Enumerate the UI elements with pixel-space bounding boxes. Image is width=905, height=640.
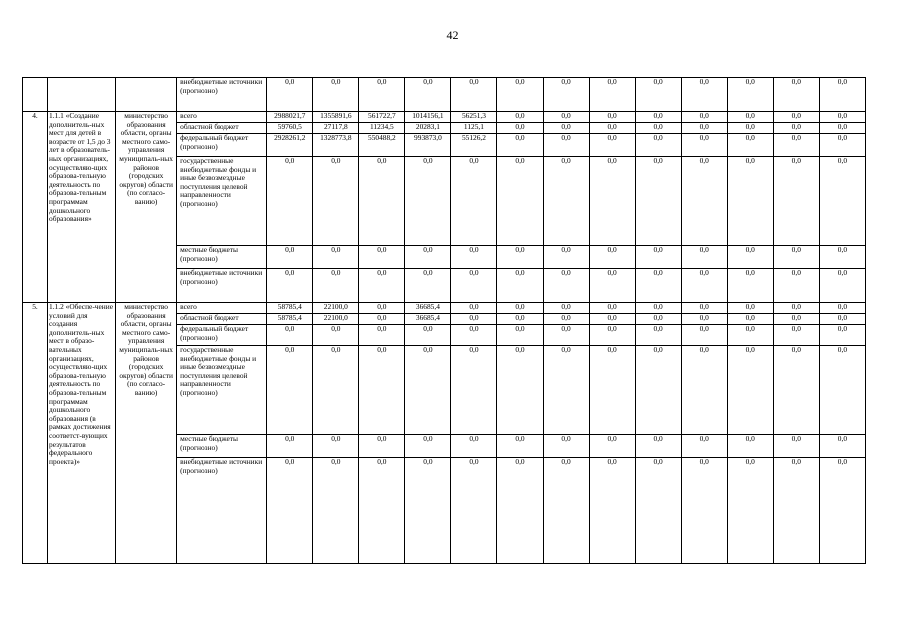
- value-cell: 0,0: [451, 458, 497, 564]
- value-cell: 0,0: [543, 458, 589, 564]
- value-cell: 0,0: [681, 269, 727, 303]
- value-cell: 0,0: [359, 157, 405, 246]
- value-cell: 0,0: [405, 78, 451, 112]
- value-cell: 0,0: [727, 314, 773, 325]
- value-cell: 0,0: [773, 134, 819, 157]
- value-cell: 0,0: [589, 246, 635, 269]
- value-cell: 0,0: [681, 123, 727, 134]
- value-cell: 0,0: [773, 458, 819, 564]
- source-cell: всего: [177, 303, 267, 314]
- value-cell: 0,0: [681, 112, 727, 123]
- value-cell: 0,0: [313, 246, 359, 269]
- value-cell: 27117,8: [313, 123, 359, 134]
- value-cell: 1355891,6: [313, 112, 359, 123]
- measure-name-cell: 1.1.2 «Обеспе-чение условий для создания дополнитель-ных мест в образо-вательных организациях, осуществляю-щих образова-тельную деятельность по образова-тельным программам дошкольного образования (в рамках достижения соответст-вующих результатов федерального проекта)»: [48, 303, 116, 564]
- value-cell: 0,0: [773, 112, 819, 123]
- value-cell: 0,0: [497, 269, 543, 303]
- value-cell: 55126,2: [451, 134, 497, 157]
- value-cell: 0,0: [727, 78, 773, 112]
- source-cell: федеральный бюджет (прогнозно): [177, 325, 267, 346]
- value-cell: 0,0: [681, 303, 727, 314]
- value-cell: 0,0: [589, 269, 635, 303]
- row-number-cell: [23, 78, 48, 112]
- value-cell: 0,0: [727, 269, 773, 303]
- value-cell: 0,0: [405, 458, 451, 564]
- value-cell: 0,0: [635, 435, 681, 458]
- value-cell: 0,0: [359, 458, 405, 564]
- value-cell: 0,0: [451, 325, 497, 346]
- value-cell: 0,0: [589, 458, 635, 564]
- page-number: 42: [446, 28, 459, 42]
- value-cell: 22100,0: [313, 314, 359, 325]
- value-cell: 0,0: [267, 78, 313, 112]
- value-cell: 0,0: [267, 157, 313, 246]
- value-cell: 0,0: [589, 314, 635, 325]
- row-number-cell: 4.: [23, 112, 48, 303]
- value-cell: 0,0: [359, 246, 405, 269]
- value-cell: 0,0: [543, 325, 589, 346]
- value-cell: 0,0: [497, 303, 543, 314]
- value-cell: 0,0: [405, 157, 451, 246]
- value-cell: 0,0: [727, 112, 773, 123]
- value-cell: 22100,0: [313, 303, 359, 314]
- value-cell: 0,0: [543, 134, 589, 157]
- value-cell: 550488,2: [359, 134, 405, 157]
- value-cell: 0,0: [405, 325, 451, 346]
- value-cell: 1328773,8: [313, 134, 359, 157]
- value-cell: 0,0: [313, 346, 359, 435]
- value-cell: 0,0: [681, 346, 727, 435]
- value-cell: 0,0: [543, 246, 589, 269]
- value-cell: 0,0: [635, 246, 681, 269]
- value-cell: 0,0: [635, 112, 681, 123]
- value-cell: 0,0: [497, 123, 543, 134]
- value-cell: 0,0: [635, 269, 681, 303]
- value-cell: 0,0: [313, 157, 359, 246]
- measure-name-cell: 1.1.1 «Создание дополнитель-ных мест для детей в возрасте от 1,5 до 3 лет в образователь-ных организациях, осуществляю-щих образова-тельную деятельность по образова-тельным программам дошкольного образования»: [48, 112, 116, 303]
- value-cell: 0,0: [359, 435, 405, 458]
- value-cell: 0,0: [773, 346, 819, 435]
- value-cell: 0,0: [359, 303, 405, 314]
- value-cell: 0,0: [451, 78, 497, 112]
- value-cell: 0,0: [313, 269, 359, 303]
- value-cell: 0,0: [267, 269, 313, 303]
- value-cell: 0,0: [635, 78, 681, 112]
- value-cell: 0,0: [359, 78, 405, 112]
- value-cell: 0,0: [405, 435, 451, 458]
- source-cell: внебюджетные источники (прогнозно): [177, 78, 267, 112]
- value-cell: 0,0: [773, 325, 819, 346]
- table-row: [23, 78, 866, 112]
- value-cell: 0,0: [819, 157, 865, 246]
- value-cell: 0,0: [405, 346, 451, 435]
- value-cell: 0,0: [727, 458, 773, 564]
- value-cell: 0,0: [451, 314, 497, 325]
- value-cell: 0,0: [589, 78, 635, 112]
- value-cell: 0,0: [635, 458, 681, 564]
- value-cell: 0,0: [543, 112, 589, 123]
- value-cell: 0,0: [497, 325, 543, 346]
- value-cell: 0,0: [635, 346, 681, 435]
- value-cell: 0,0: [819, 325, 865, 346]
- value-cell: 0,0: [727, 134, 773, 157]
- value-cell: 0,0: [497, 157, 543, 246]
- value-cell: 0,0: [819, 78, 865, 112]
- executor-cell: министерство образования области, органы местного само-управления муниципаль-ных районов (городских округов) области (по согласо-ванию): [116, 303, 177, 564]
- value-cell: 0,0: [727, 246, 773, 269]
- value-cell: 0,0: [819, 458, 865, 564]
- value-cell: 0,0: [635, 123, 681, 134]
- value-cell: 0,0: [589, 346, 635, 435]
- value-cell: 0,0: [267, 458, 313, 564]
- value-cell: 0,0: [497, 134, 543, 157]
- source-cell: местные бюджеты (прогнозно): [177, 246, 267, 269]
- source-cell: федеральный бюджет (прогнозно): [177, 134, 267, 157]
- table-row: [23, 112, 866, 123]
- value-cell: 0,0: [497, 78, 543, 112]
- value-cell: 0,0: [589, 112, 635, 123]
- value-cell: 0,0: [451, 157, 497, 246]
- value-cell: 0,0: [543, 435, 589, 458]
- value-cell: 0,0: [405, 269, 451, 303]
- value-cell: 36685,4: [405, 303, 451, 314]
- value-cell: 36685,4: [405, 314, 451, 325]
- value-cell: 2928261,2: [267, 134, 313, 157]
- table-body: [23, 78, 866, 564]
- value-cell: 0,0: [727, 435, 773, 458]
- executor-cell: министерство образования области, органы местного само-управления муниципаль-ных районов (городских округов) области (по согласо-ванию): [116, 112, 177, 303]
- value-cell: 0,0: [497, 435, 543, 458]
- value-cell: 0,0: [497, 246, 543, 269]
- value-cell: 0,0: [727, 325, 773, 346]
- value-cell: 59760,5: [267, 123, 313, 134]
- value-cell: 0,0: [773, 303, 819, 314]
- value-cell: 0,0: [635, 134, 681, 157]
- value-cell: 0,0: [313, 458, 359, 564]
- value-cell: 0,0: [267, 435, 313, 458]
- value-cell: 0,0: [405, 246, 451, 269]
- value-cell: 0,0: [635, 303, 681, 314]
- value-cell: 0,0: [681, 134, 727, 157]
- source-cell: всего: [177, 112, 267, 123]
- value-cell: 0,0: [451, 346, 497, 435]
- value-cell: 0,0: [267, 246, 313, 269]
- executor-cell: [116, 78, 177, 112]
- value-cell: 0,0: [543, 314, 589, 325]
- value-cell: 0,0: [543, 269, 589, 303]
- value-cell: 0,0: [451, 303, 497, 314]
- value-cell: 0,0: [543, 123, 589, 134]
- row-number-cell: 5.: [23, 303, 48, 564]
- value-cell: 0,0: [681, 325, 727, 346]
- value-cell: 0,0: [451, 269, 497, 303]
- value-cell: 0,0: [543, 346, 589, 435]
- value-cell: 0,0: [543, 157, 589, 246]
- value-cell: 0,0: [819, 112, 865, 123]
- source-cell: областной бюджет: [177, 314, 267, 325]
- value-cell: 0,0: [773, 157, 819, 246]
- value-cell: 0,0: [681, 314, 727, 325]
- value-cell: 561722,7: [359, 112, 405, 123]
- value-cell: 0,0: [589, 157, 635, 246]
- value-cell: 0,0: [681, 435, 727, 458]
- value-cell: 0,0: [543, 78, 589, 112]
- source-cell: внебюджетные источники (прогнозно): [177, 458, 267, 564]
- measure-name-cell: [48, 78, 116, 112]
- value-cell: 0,0: [773, 123, 819, 134]
- value-cell: 0,0: [773, 246, 819, 269]
- value-cell: 58785,4: [267, 303, 313, 314]
- value-cell: 0,0: [359, 325, 405, 346]
- value-cell: 0,0: [727, 157, 773, 246]
- value-cell: 0,0: [819, 314, 865, 325]
- source-cell: внебюджетные источники (прогнозно): [177, 269, 267, 303]
- value-cell: 0,0: [451, 246, 497, 269]
- value-cell: 0,0: [819, 435, 865, 458]
- funding-table: [22, 77, 866, 564]
- value-cell: 0,0: [497, 314, 543, 325]
- value-cell: 0,0: [359, 269, 405, 303]
- value-cell: 0,0: [543, 303, 589, 314]
- value-cell: 58785,4: [267, 314, 313, 325]
- value-cell: 0,0: [451, 435, 497, 458]
- value-cell: 0,0: [635, 325, 681, 346]
- value-cell: 0,0: [313, 435, 359, 458]
- value-cell: 0,0: [589, 123, 635, 134]
- value-cell: 0,0: [589, 303, 635, 314]
- value-cell: 0,0: [589, 134, 635, 157]
- table-row: [23, 303, 866, 314]
- value-cell: 0,0: [727, 123, 773, 134]
- value-cell: 2988021,7: [267, 112, 313, 123]
- value-cell: 0,0: [681, 246, 727, 269]
- value-cell: 0,0: [497, 458, 543, 564]
- value-cell: 0,0: [819, 134, 865, 157]
- value-cell: 0,0: [727, 303, 773, 314]
- value-cell: 0,0: [589, 435, 635, 458]
- value-cell: 0,0: [819, 346, 865, 435]
- value-cell: 0,0: [359, 346, 405, 435]
- value-cell: 1014156,1: [405, 112, 451, 123]
- value-cell: 11234,5: [359, 123, 405, 134]
- value-cell: 0,0: [819, 123, 865, 134]
- value-cell: 0,0: [727, 346, 773, 435]
- value-cell: 0,0: [681, 157, 727, 246]
- value-cell: 0,0: [635, 157, 681, 246]
- value-cell: 0,0: [313, 78, 359, 112]
- value-cell: 0,0: [819, 246, 865, 269]
- value-cell: 993873,0: [405, 134, 451, 157]
- value-cell: 0,0: [497, 112, 543, 123]
- value-cell: 0,0: [589, 325, 635, 346]
- source-cell: местные бюджеты (прогнозно): [177, 435, 267, 458]
- value-cell: 0,0: [267, 325, 313, 346]
- value-cell: 0,0: [819, 269, 865, 303]
- value-cell: 56251,3: [451, 112, 497, 123]
- value-cell: 0,0: [681, 458, 727, 564]
- value-cell: 0,0: [359, 314, 405, 325]
- source-cell: государственные внебюджетные фонды и иные безвозмездные поступления целевой направленности (прогнозно): [177, 157, 267, 246]
- value-cell: 0,0: [681, 78, 727, 112]
- value-cell: 1125,1: [451, 123, 497, 134]
- source-cell: областной бюджет: [177, 123, 267, 134]
- value-cell: 0,0: [267, 346, 313, 435]
- value-cell: 0,0: [635, 314, 681, 325]
- value-cell: 0,0: [497, 346, 543, 435]
- value-cell: 0,0: [773, 269, 819, 303]
- value-cell: 0,0: [773, 78, 819, 112]
- value-cell: 0,0: [773, 314, 819, 325]
- value-cell: 20283,1: [405, 123, 451, 134]
- source-cell: государственные внебюджетные фонды и иные безвозмездные поступления целевой направленности (прогнозно): [177, 346, 267, 435]
- value-cell: 0,0: [773, 435, 819, 458]
- value-cell: 0,0: [313, 325, 359, 346]
- value-cell: 0,0: [819, 303, 865, 314]
